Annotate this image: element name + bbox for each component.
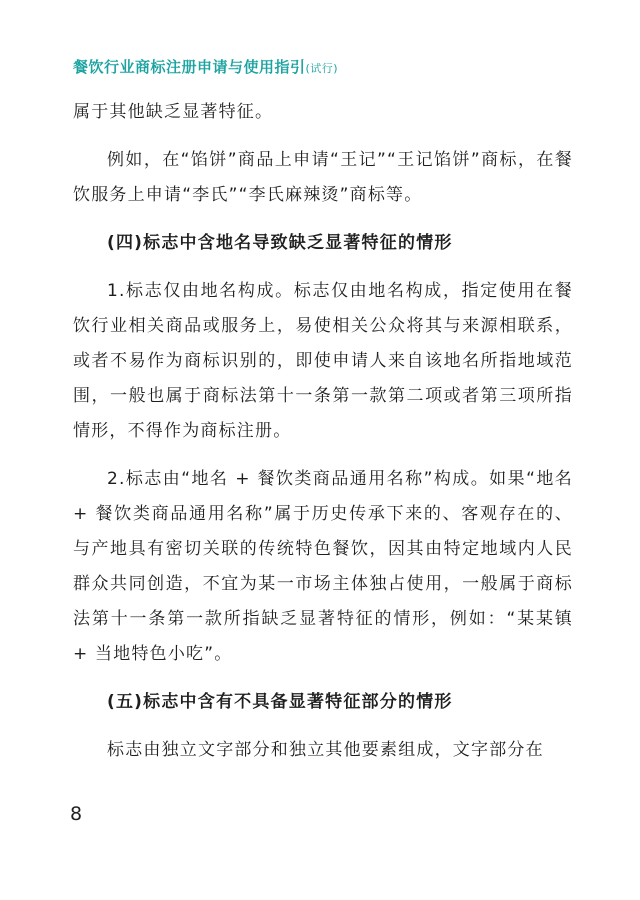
header-trial-label: (试行) xyxy=(305,62,339,75)
paragraph-section-5: 标志由独立文字部分和独立其他要素组成，文字部分在 xyxy=(107,740,544,760)
page-number: 8 xyxy=(70,803,83,825)
section-heading-5: (五)标志中含有不具备显著特征部分的情形 xyxy=(107,692,453,712)
paragraph-example: 例如，在“馅饼”商品上申请“王记”“王记馅饼”商标，在餐饮服务上申请“李氏”“李氏麻辣烫”商标等。 xyxy=(73,150,573,205)
paragraph-item-2: 2.标志由“地名 + 餐饮类商品通用名称”构成。如果“地名 + 餐饮类商品通用名称”属于历史传承下来的、客观存在的、与产地具有密切关联的传统特色餐饮，因其由特定地域内人民群众共同创造，不宜为某一市场主体独占使用，一般属于商标法第十一条第一款所指缺乏显著特征的情形，例如：“某某镇 + 当地特色小吃”。 xyxy=(73,469,573,664)
page-body xyxy=(73,95,573,781)
paragraph-continuation: 属于其他缺乏显著特征。 xyxy=(73,102,274,122)
header-title: 餐饮行业商标注册申请与使用指引 xyxy=(73,58,306,76)
paragraph-item-1: 1.标志仅由地名构成。标志仅由地名构成，指定使用在餐饮行业相关商品或服务上，易使相关公众将其与来源相联系，或者不易作为商标识别的，即使申请人来自该地名所指地域范围，一般也属于商标法第十一条第一款第二项或者第三项所指情形，不得作为商标注册。 xyxy=(73,281,573,441)
section-heading-4: (四)标志中含地名导致缺乏显著特征的情形 xyxy=(107,233,453,253)
running-header xyxy=(73,56,338,77)
